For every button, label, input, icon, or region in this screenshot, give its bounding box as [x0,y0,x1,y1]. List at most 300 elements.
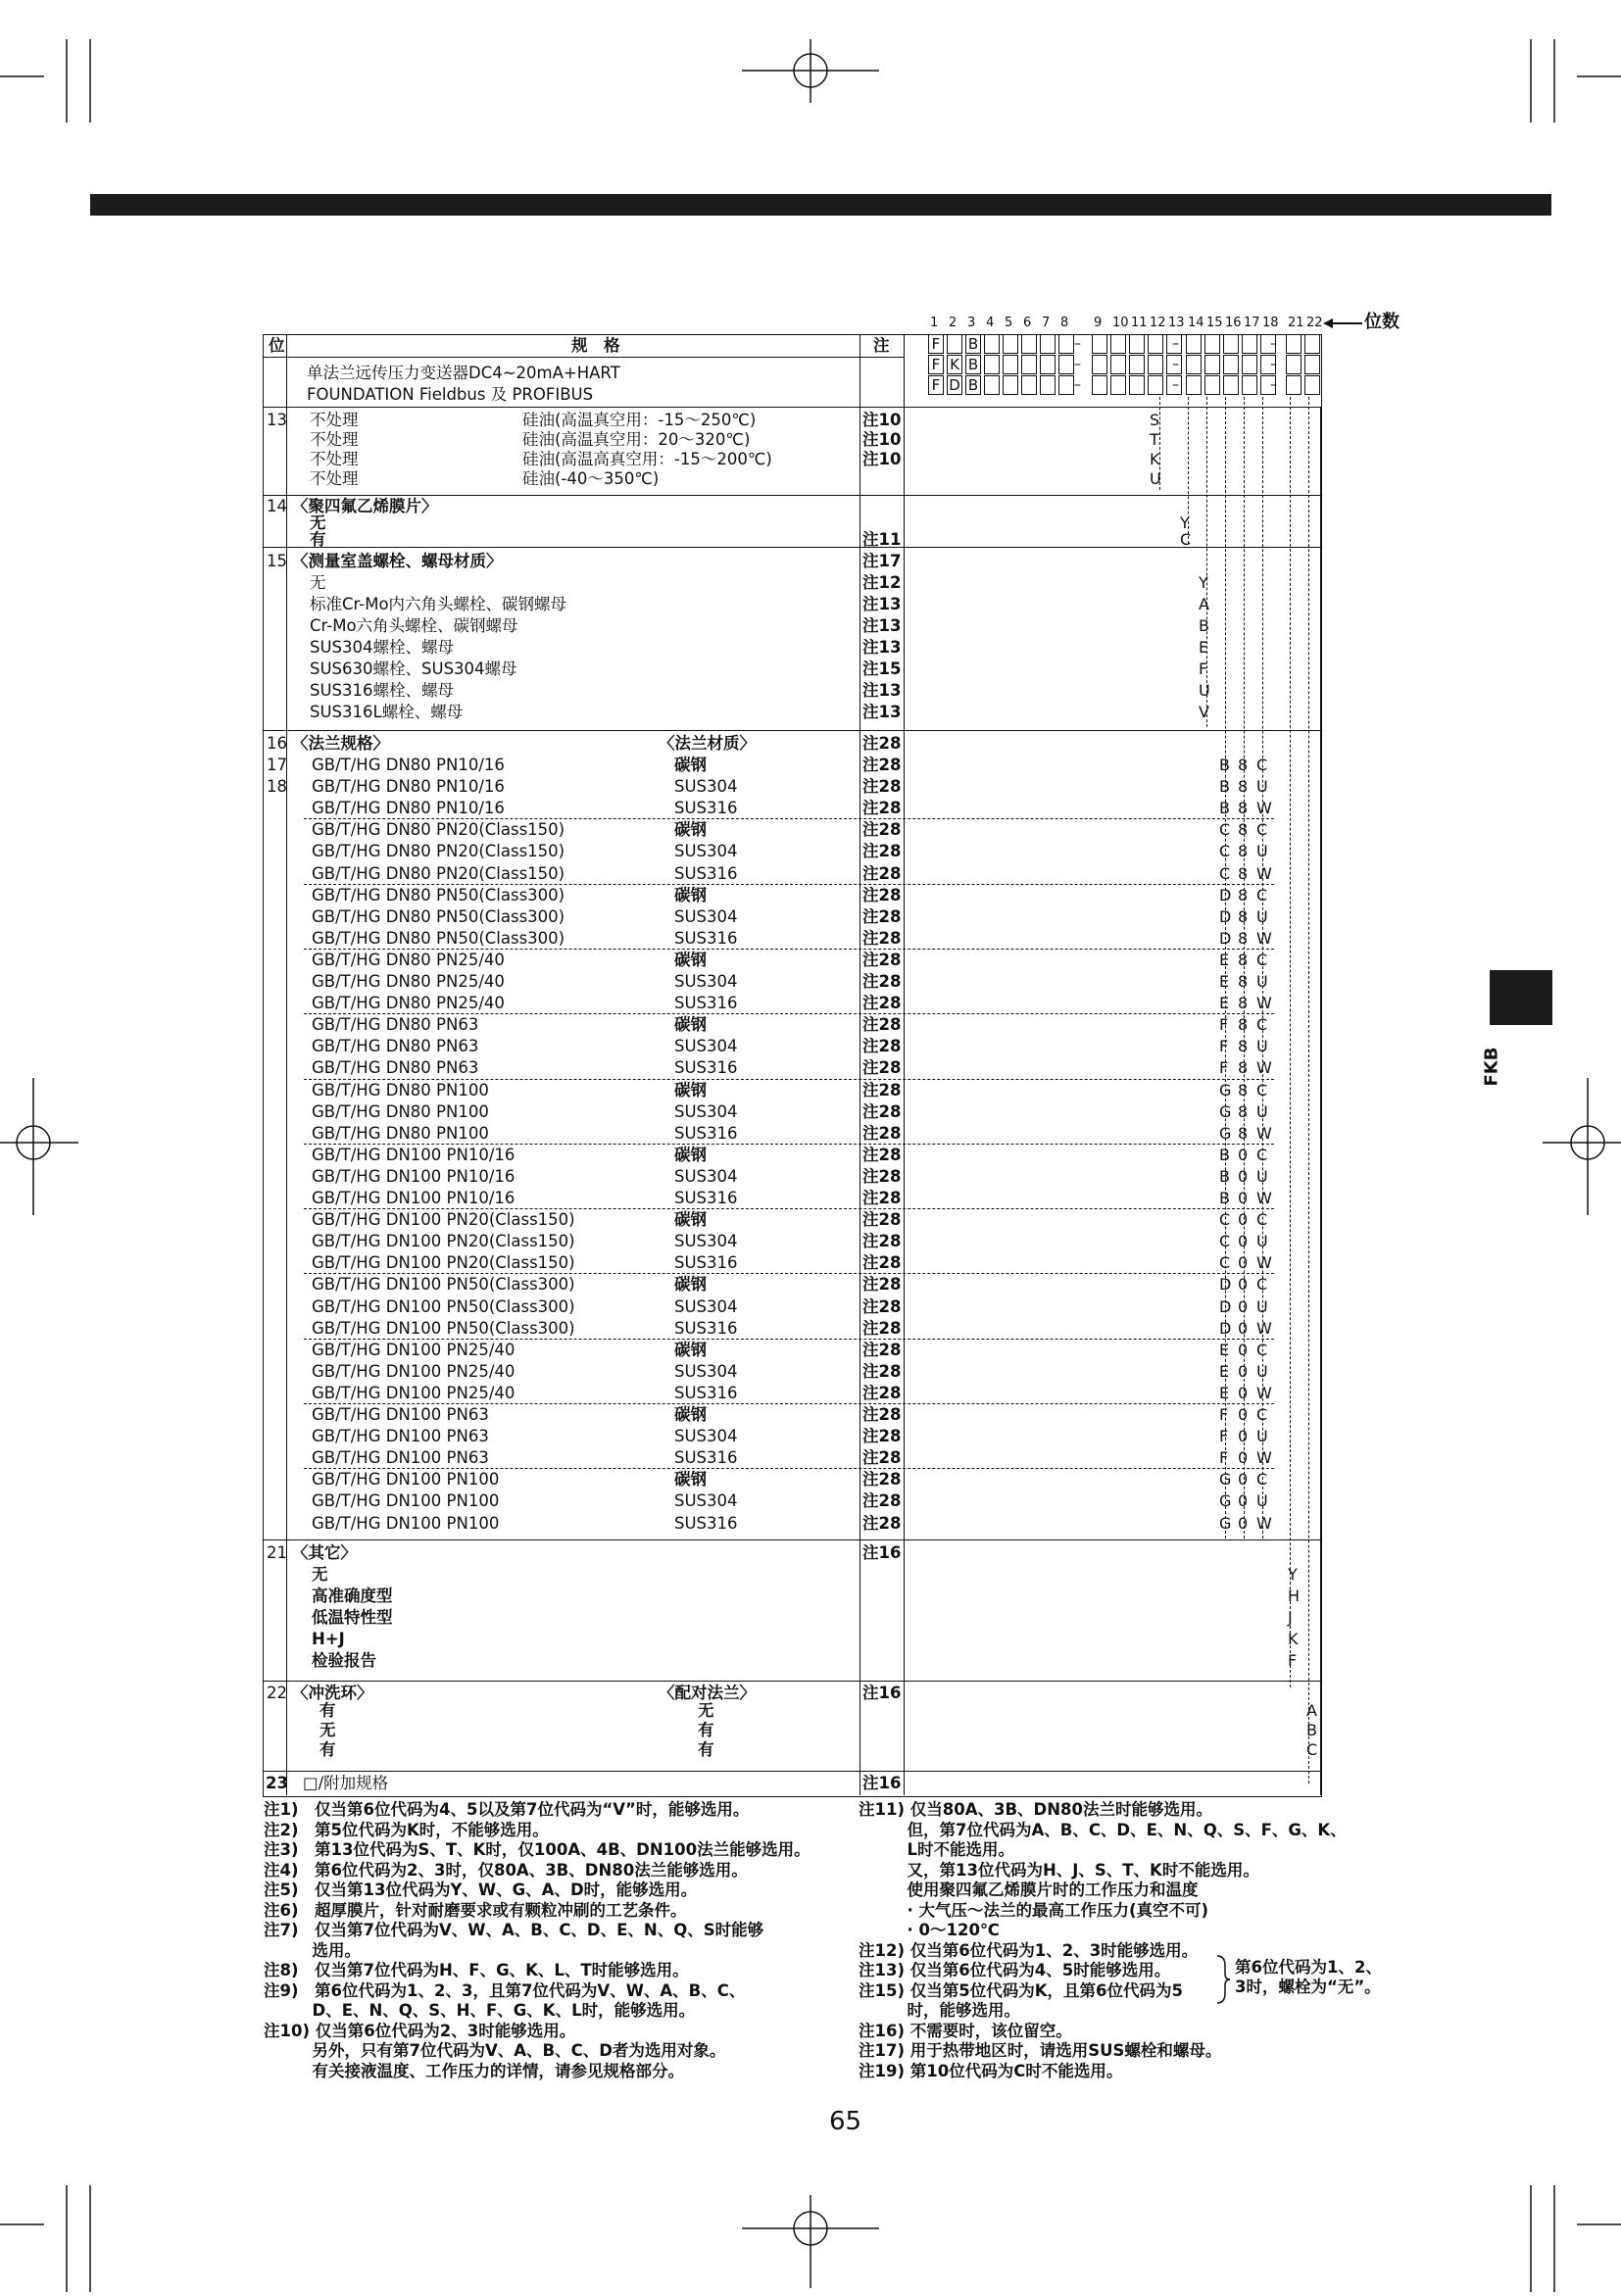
footnote-right: L时不能选用。 [859,1840,1015,1859]
code-box [1129,355,1145,374]
code-box: K [947,355,962,374]
footnote-right: 时，能够选用。 [859,2001,1020,2020]
code-box [1304,334,1320,354]
code-box [1286,334,1302,354]
spec-item: 有 [319,1701,336,1720]
option-code-2: 0 [1238,1448,1249,1468]
option-code: Y [1288,1565,1298,1584]
flange-spec: GB/T/HG DN80 PN25/40 [312,950,505,969]
flange-material: SUS316 [674,1058,738,1078]
code-box [1304,355,1320,374]
option-code-2: 8 [1238,777,1249,797]
note-ref: 注28 [862,1101,902,1121]
note-ref: 注28 [862,885,902,904]
code-box: B [965,334,981,354]
option-code-3: U [1256,972,1268,991]
option-code-2: 0 [1238,1513,1249,1533]
option-code-3: U [1256,1296,1268,1316]
flange-spec: GB/T/HG DN80 PN50(Class300) [312,928,565,948]
flange-material: SUS316 [674,1253,738,1273]
option-code-1: C [1219,863,1231,883]
spec-item: 不处理 [310,450,359,468]
note-ref: 注28 [862,906,902,926]
flange-spec: GB/T/HG DN100 PN20(Class150) [312,1253,575,1273]
flange-spec: GB/T/HG DN100 PN63 [312,1427,489,1446]
code-box [1129,334,1145,354]
option-code-2: 8 [1238,1058,1249,1078]
code-dash: – [1172,336,1179,352]
spec-item: 不处理 [310,469,359,488]
option-code-1: D [1219,885,1232,904]
option-code: B [1199,616,1209,635]
note-ref: 注28 [862,1080,902,1099]
option-code-3: C [1256,820,1268,840]
flange-material: SUS304 [674,1101,738,1121]
flange-spec: GB/T/HG DN80 PN100 [312,1123,489,1143]
spec-item-detail: 有 [698,1721,714,1739]
spec-item-detail: 硅油(高温真空用：-15～250℃) [522,411,757,429]
note-ref: 注28 [862,1232,902,1251]
code-box [1148,334,1163,354]
code-box [1186,334,1202,354]
flange-material: 碳钢 [674,885,707,904]
code-box [1204,355,1220,374]
code-box [1242,334,1257,354]
flange-material: SUS316 [674,1318,738,1338]
code-box [1058,334,1074,354]
spec-item-detail: 硅油(高温真空用：20～320℃) [522,430,751,449]
option-code-2: 0 [1238,1296,1249,1316]
flange-spec: GB/T/HG DN100 PN50(Class300) [312,1296,575,1316]
option-code-1: B [1219,777,1230,797]
col-header-note: 注 [873,336,890,355]
option-code-3: W [1256,799,1272,818]
option-code-3: W [1256,1058,1272,1078]
code-box [1058,355,1074,374]
code-box [1286,375,1302,395]
option-code-2: 8 [1238,906,1249,926]
flange-spec: GB/T/HG DN100 PN20(Class150) [312,1232,575,1251]
option-code-3: W [1256,1448,1272,1468]
digit-number: 4 [986,316,995,330]
flange-spec: GB/T/HG DN80 PN25/40 [312,994,505,1013]
spec-item-detail: 硅油(-40～350℃) [522,469,660,488]
note-ref: 注28 [862,1210,902,1230]
note-ref: 注28 [862,1253,902,1273]
footnote-right: 又，第13位代码为H、J、S、T、K时不能选用。 [859,1860,1259,1880]
flange-material: 碳钢 [674,1340,707,1359]
option-code-1: D [1219,1318,1232,1338]
option-code-2: 0 [1238,1210,1249,1230]
spec-item: 无 [312,1565,328,1584]
code-dash: – [1172,357,1179,372]
flange-spec: GB/T/HG DN80 PN10/16 [312,756,505,774]
option-code-3: W [1256,863,1272,883]
flange-material: SUS304 [674,1427,738,1446]
spec-item: 有 [319,1740,336,1759]
row-divider [304,1468,1274,1469]
option-code-1: B [1219,756,1230,774]
col-header-position: 位 [269,336,285,355]
digit-number: 9 [1094,316,1103,330]
spec-item: 不处理 [310,430,359,449]
footnote-left: 注8) 仅当第7位代码为H、F、G、K、L、T时能够选用。 [264,1961,689,1979]
column-divider [904,334,905,1795]
option-code-3: C [1256,1340,1268,1359]
spec-item-detail: 硅油(高温高真空用：-15～200℃) [522,450,772,468]
footnote-left: 注3) 第13位代码为S、T、K时，仅100A、4B、DN100法兰能够选用。 [264,1840,810,1859]
option-code-3: U [1256,1232,1268,1251]
option-code: Y [1180,513,1190,532]
section-tab-label: FKB [1481,1047,1502,1087]
code-box [1148,355,1163,374]
spec-item: 无 [319,1721,336,1739]
note-ref: 注28 [862,1145,902,1164]
option-code-3: W [1256,1253,1272,1273]
flange-spec: GB/T/HG DN80 PN25/40 [312,972,505,991]
spec-item: 检验报告 [312,1651,376,1670]
option-code-1: G [1219,1491,1232,1511]
flange-spec: GB/T/HG DN100 PN25/40 [312,1361,516,1381]
option-code-2: 8 [1238,950,1249,969]
flange-spec: GB/T/HG DN80 PN10/16 [312,799,505,818]
code-box [1223,355,1239,374]
spec-item: H+J [312,1630,345,1648]
note-ref: 注28 [862,842,902,861]
option-code-2: 0 [1238,1405,1249,1424]
code-box [1040,355,1056,374]
spec-item: 低温特性型 [312,1608,393,1627]
flange-spec: GB/T/HG DN100 PN25/40 [312,1340,516,1359]
option-code-2: 8 [1238,972,1249,991]
flange-spec: GB/T/HG DN100 PN50(Class300) [312,1275,575,1295]
note-ref: 注28 [862,1448,902,1468]
flange-material: 碳钢 [674,1210,707,1230]
note-ref: 注28 [862,972,902,991]
option-code: E [1199,638,1209,657]
column-divider [1320,407,1321,1795]
option-code-3: C [1256,756,1268,774]
option-code-1: D [1219,1275,1232,1295]
row-divider [263,495,1320,496]
code-dash: – [1270,377,1277,393]
code-box [1021,334,1037,354]
option-code-1: E [1219,1340,1230,1359]
flange-spec: GB/T/HG DN80 PN20(Class150) [312,820,565,840]
position-number: 16 [267,734,287,753]
code-dash: – [1074,336,1081,352]
footnote-right: 注17) 用于热带地区时，请选用SUS螺栓和螺母。 [859,2041,1222,2060]
flange-material: 碳钢 [674,1080,707,1099]
option-code-1: B [1219,1145,1230,1164]
option-code: K [1288,1630,1299,1648]
position-number: 13 [267,411,287,429]
note-ref: 注13 [862,681,902,700]
spec-item: 无 [310,573,326,592]
digit-number: 10 [1112,316,1129,330]
flange-material: SUS316 [674,1123,738,1143]
option-code-3: C [1256,950,1268,969]
row-divider [304,1144,1274,1145]
option-code-2: 8 [1238,928,1249,948]
option-code-2: 0 [1238,1491,1249,1511]
note-ref: 注11 [862,530,902,549]
option-code-1: E [1219,950,1230,969]
footnote-right: 注13) 仅当第6位代码为4、5时能够选用。 [859,1961,1171,1979]
option-code: C [1180,530,1192,549]
flange-spec: GB/T/HG DN100 PN63 [312,1405,489,1424]
brace-note-line2: 3时，螺栓为“无”。 [1235,1978,1381,1996]
note-ref: 注16 [862,1684,902,1702]
code-box [984,375,1000,395]
flange-spec: GB/T/HG DN80 PN20(Class150) [312,842,565,861]
flange-material: SUS316 [674,1189,738,1207]
footnote-right: 注16) 不需要时，该位留空。 [859,2021,1072,2040]
code-box [1021,375,1037,395]
option-code: U [1150,469,1161,488]
option-code-3: C [1256,1405,1268,1424]
crop-mark-top-left [0,0,98,131]
code-box [1058,375,1074,395]
footnote-left: 有关接液温度、工作压力的详情，请参见规格部分。 [264,2061,684,2080]
code-box [1110,355,1126,374]
digit-number: 3 [967,316,976,330]
option-code-1: E [1219,994,1230,1013]
flange-spec: GB/T/HG DN100 PN10/16 [312,1166,516,1186]
footnote-right: 注15) 仅当第5位代码为K，且第6位代码为5 [859,1980,1183,2000]
row-divider [263,1771,1320,1772]
row-divider [304,1013,1274,1014]
note-ref: 注28 [862,1383,902,1402]
note-ref: 注10 [862,430,902,449]
position-number: 17 [267,756,287,774]
flange-material: SUS304 [674,972,738,991]
digit-number: 17 [1244,316,1260,330]
option-code-3: U [1256,1361,1268,1381]
digit-number: 21 [1288,316,1304,330]
section-title: 〈冲洗环〉 [292,1684,373,1702]
footnote-right: 注11) 仅当80A、3B、DN80法兰时能够选用。 [859,1800,1213,1819]
spec-item: 无 [310,513,326,532]
crop-mark-bottom-left [0,2175,98,2296]
option-code: V [1199,703,1209,721]
note-ref: 注28 [862,863,902,883]
model-name-line1: 单法兰远传压力变送器DC4~20mA+HART [307,364,620,382]
option-code-2: 0 [1238,1166,1249,1186]
footnote-left: 注6) 超厚膜片，针对耐磨要求或有颗粒冲刷的工艺条件。 [264,1900,687,1920]
position-number: 18 [267,777,287,796]
flange-material: SUS304 [674,1037,738,1056]
code-box [1223,334,1239,354]
digit-number: 18 [1262,316,1279,330]
digit-number: 12 [1150,316,1166,330]
code-box [1204,334,1220,354]
option-code-3: U [1256,842,1268,861]
option-code-2: 0 [1238,1145,1249,1164]
flange-material: SUS304 [674,1491,738,1511]
code-dash: – [1270,336,1277,352]
note-ref: 注28 [862,799,902,818]
row-divider [304,1339,1274,1340]
code-dash: – [1074,357,1081,372]
spec-item: 有 [310,530,326,549]
digit-number: 6 [1023,316,1032,330]
option-code-1: F [1219,1015,1229,1035]
flange-material: SUS304 [674,1232,738,1251]
flange-material: SUS304 [674,1296,738,1316]
note-ref: 注28 [862,1123,902,1143]
crop-mark-top-right [1523,0,1621,131]
option-code: A [1306,1701,1317,1720]
flange-material: SUS316 [674,1448,738,1468]
option-code: K [1150,450,1160,468]
code-box [1040,375,1056,395]
row-divider [304,1403,1274,1404]
registration-mark-bottom [742,2185,879,2292]
code-box [1040,334,1056,354]
footnote-left: 注1) 仅当第6位代码为4、5以及第7位代码为“V”时，能够选用。 [264,1800,750,1819]
flange-spec: GB/T/HG DN80 PN100 [312,1101,489,1121]
note-ref: 注16 [862,1543,902,1562]
code-box [1304,375,1320,395]
code-box [984,334,1000,354]
registration-mark-top [742,39,879,141]
option-code-1: F [1219,1448,1229,1468]
code-box [1003,375,1018,395]
option-code-1: B [1219,1189,1230,1207]
flange-material: SUS304 [674,906,738,926]
note-ref: 注17 [862,552,902,570]
option-code: H [1288,1587,1301,1605]
row-divider [263,547,1320,548]
note-ref: 注28 [862,1318,902,1338]
code-dash: – [1074,377,1081,393]
option-code-3: U [1256,1491,1268,1511]
digit-number: 15 [1206,316,1223,330]
note-ref: 注13 [862,595,902,613]
flange-spec: GB/T/HG DN100 PN100 [312,1513,500,1533]
option-code-3: W [1256,1123,1272,1143]
option-code-2: 0 [1238,1361,1249,1381]
registration-mark-right [1543,1078,1621,1219]
row-divider [263,407,1320,408]
option-code-1: E [1219,1383,1230,1402]
flange-material: SUS316 [674,1383,738,1402]
code-box [1223,375,1239,395]
digit-count-label: 位数 [1364,312,1400,332]
spec-item: SUS316L螺栓、螺母 [310,703,464,721]
flange-material: 碳钢 [674,950,707,969]
flange-material: SUS316 [674,994,738,1013]
digit-number: 8 [1060,316,1069,330]
code-guide [1308,397,1309,1783]
code-box [1003,355,1018,374]
spec-item: Cr-Mo六角头螺栓、碳钢螺母 [310,616,518,635]
option-code-1: E [1219,972,1230,991]
code-box [1021,355,1037,374]
spec-item: 不处理 [310,411,359,429]
note-ref: 注10 [862,450,902,468]
option-code-3: C [1256,1470,1268,1490]
option-code-3: W [1256,1383,1272,1402]
spec-item-detail: 无 [698,1701,714,1720]
flange-spec: GB/T/HG DN100 PN10/16 [312,1145,516,1164]
option-code-1: D [1219,928,1232,948]
row-divider [263,1681,1320,1682]
footnote-right: · 0～120℃ [859,1921,1000,1939]
option-code: B [1306,1721,1317,1739]
option-code-2: 8 [1238,842,1249,861]
option-code-2: 0 [1238,1318,1249,1338]
option-code: J [1288,1608,1293,1627]
code-guide [1290,397,1291,1687]
flange-material: SUS316 [674,799,738,818]
option-code-2: 0 [1238,1340,1249,1359]
note-ref: 注28 [862,1361,902,1381]
position-number: 22 [267,1684,287,1702]
option-code-1: G [1219,1080,1232,1099]
option-code-1: C [1219,1210,1231,1230]
option-code-3: U [1256,1427,1268,1446]
digit-number: 1 [930,316,939,330]
option-code-2: 8 [1238,1037,1249,1056]
page-number: 65 [829,2107,862,2136]
option-code-2: 8 [1238,885,1249,904]
digit-number: 16 [1225,316,1242,330]
brace-note-line1: 第6位代码为1、2、 [1235,1958,1382,1977]
option-code-3: W [1256,1189,1272,1207]
spec-item-detail: 有 [698,1740,714,1759]
option-code-1: D [1219,1296,1232,1316]
digit-number: 14 [1188,316,1204,330]
section-tab [1490,970,1552,1025]
row-divider [263,1539,1320,1540]
flange-material: SUS316 [674,928,738,948]
option-code-2: 8 [1238,863,1249,883]
flange-material: 碳钢 [674,1405,707,1424]
code-box [1186,375,1202,395]
note-ref: 注28 [862,756,902,774]
flange-spec: GB/T/HG DN80 PN50(Class300) [312,885,565,904]
note-ref: 注28 [862,1340,902,1359]
flange-spec: GB/T/HG DN100 PN63 [312,1448,489,1468]
row-divider [263,357,904,358]
note-ref: 注13 [862,703,902,721]
note-ref: 注13 [862,638,902,657]
note-ref: 注28 [862,1275,902,1295]
option-code-2: 8 [1238,820,1249,840]
note-ref: 注15 [862,659,902,678]
option-code: Y [1199,573,1208,592]
section-title: 〈测量室盖螺栓、螺母材质〉 [292,552,503,570]
digit-number: 13 [1168,316,1185,330]
option-code-2: 8 [1238,1015,1249,1035]
note-ref: 注28 [862,1470,902,1490]
flange-material: 碳钢 [674,1470,707,1490]
code-box [1092,355,1107,374]
crop-mark-bottom-right [1523,2175,1621,2296]
digit-number: 11 [1131,316,1148,330]
digit-number: 5 [1005,316,1013,330]
option-code: F [1199,659,1208,678]
code-box [1129,375,1145,395]
footnote-left: 注5) 仅当第13位代码为Y、W、G、A、D时，能够选用。 [264,1881,698,1899]
option-code-1: B [1219,799,1230,818]
digit-number: 7 [1042,316,1051,330]
section-title: 〈其它〉 [292,1543,357,1562]
note-ref: 注28 [862,777,902,797]
option-code-3: C [1256,885,1268,904]
